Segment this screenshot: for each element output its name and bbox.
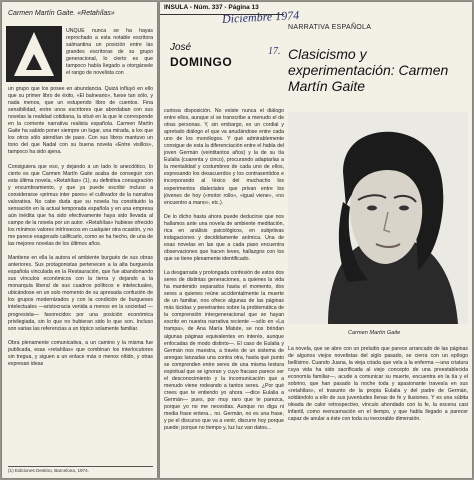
- handwritten-page: 17.: [268, 46, 281, 57]
- body-column-2: La novela, que se abre con un preludio que parece arrancado de las páginas de algunos viejos novelistas del siglo pasado, se cierra con un epílogo bellísimo. Cuando Juana, la vieja criada que vela a la enferma —una criatura cuya vida ha sido sacrificada al viejo concepto de una preestablecida economía familiar—, acude a comunicar su muerte, encuentra en la tía y el sobrino, que han pasado la noche toda y apasionante travesía en sus «retahílas», el trasunto de la propia Eulalia y del padre de Germán, soldándolo a ello de sus juventudes llenas de fe y ilusiones. Y es una súbita oleada de calor retrospectivo, vínculo ahondado con la fe, la escena casi infantil, como reencarnación en el tiempo, y que habla llegado a parecer capaz de anular a éste con toda su inexorable dimensión.: [288, 346, 468, 423]
- intro-text: UNQUE nunca se ha hayas reprochado a esta notable escritora salmantina un posición entre las grandes escritoras de su grupo generacional, lo cierto es que tampoco había llegado a otorgársele el rango de novelista con: [66, 28, 153, 77]
- article-header: Carmen Martín Gaite. «Retahílas»: [8, 10, 115, 17]
- main-text: un grupo que los posee en abundancia. Quizá influyó en ello que su primer libro de éxito, «El balneario», fuese tan sólo, y nada menos, que un estupendo libro de cuentos. Fina sensibilidad, entre unos escritores que abordaban con sus novelas la realidad cotidiana, la situó en la que le corresponde en la corriente narrativa realista española. Carmen Martín Gaite ha sabido poner siempre un lugar, una mirada, a los que los otros sólo atendían de paso. Con sus libros mantuvo un tono del que Nadal con su buena novela «Entre visillos», tampoco ha sido ajena. Consiguiera que eso, y dejando a un lado lo anecdótico, lo cierto es que Carmen Martín Gaite acaba de conseguir con esta última novela, «Retahílas» (1), su definitiva consagración y encumbramiento, y que ya puede escribir incluso a considerarse «primus inter pares» el cultivador de la narrativa valorativa. No cabe duda que su novela ha constituido la sensación en la actual temporada española y en una empresa aún inédita que ha sido efectivamente haya sido llevada al campo de la novela por un autor. «Retahílas» hubiese ofrecido los mínimos valores intrínsecos en cualquier otra ocasión, y no me parece exagerado calificarlo, como se ha hecho, de una de las mejores novelas de los últimos años. Mantiene en ella la autora el ambiente burgués de sus obras anteriores. Sus protagonistas pertenecen a la alta burguesía española vinculada en la Restauración, que fue abandonando sus vínculos económicos con la tierra y dejando a la monarquía liberal de sus cuadros políticos e intelectuales, ubicándose en un solo momento de su apresada confusión de los grupos modernizados y con la condición de burgueses intelectuales —aristocracia venida a menos en la sociedad —progresista— favorecidos por una posición económica privilegiada, sin lo que no hubieran sido lo que son. Incluso son varias las referencias a un tópico solamente familiar. Obra plenamente comunicativa, a un camino y la misma fue publicada, esas «retahílas» que combinan los interlocutores sin tregua, y siguen a un enlace más o menos nítido, y otras expresan ideas: [8, 86, 153, 367]
- author-last-name: DOMINGO: [170, 55, 233, 69]
- headline: Clasicismo y experimentación: Carmen Martín Gaite: [288, 46, 449, 94]
- right-clipping: [160, 2, 472, 478]
- photo-caption: Carmen Martín Gaite: [348, 330, 401, 336]
- handwritten-date: Diciembre 1974: [221, 7, 300, 27]
- author-first-name: José: [170, 42, 192, 53]
- left-clipping: [2, 2, 157, 478]
- masthead: INSULA - Núm. 337 - Página 13: [160, 2, 284, 15]
- author: [170, 40, 232, 70]
- portrait-photo-icon: [288, 112, 468, 324]
- section-label: NARRATIVA ESPAÑOLA: [288, 24, 372, 31]
- body-column: curiosa disposición. No existe nunca el diálogo entre ellos, aunque sí se transcribe a menudo el de otras personas. Y, sin embargo, es un cordial y apretado diálogo el que va anudándose entre cada uno de los monólogos. Y qué admirablemente consigue de esta la diferenciación entre el habla del joven Germán (veintitantos años) y la de su tía Eulalia (cuarenta y cinco), procurando adaptarlas a la mentalidad y costumbres de cada uno de ellos, expresando los desacuerdos y los contrasentidos e incorporando al léxico del muchacho los experimentos dialectales que privan entre los jóvenes de hoy («motor rollo», «igual viene», «no encuentro a mano», etc.). De lo dicho hasta ahora puede deducirse que nos hallamos ante una novela de ambiente meditación, rica en análisis psicológicos, en subjetivas indagaciones y decididamente anímica. Una de esas novelas en las que a cada paso encuentra observaciones que hacen leves, hallazgos con los que se tiene plenamente identificado. La desgarrada y prolongada confesión de estos dos seres de distintas generaciones, a quienes la vida ha mantenido separados hasta el momento, dos seres a quienes reúne accidentalmente la muerte de un familiar, nos ofrece algunas de las páginas más lúcidas y penetrantes sobre la problemática de la comprensión intergeneracional que se hayan escrito en nuestra narrativa reciente —sólo en «La trampa», de Ana María Matute, se nos brindan algunas páginas equivalentes en interés, aunque enfocadas de modo distinto—. El caso de Eulalia y Germán nos muestra, a través de un sistema de arengas lanzadas una contra otra, hasta qué punto se comprenden entre seres de una misma textura espiritual que se ignoran y cuyo fracaso parece ser el desconocimiento y la incomunicación que a menudo viene rodeando a tantos seres. ¿Por qué crees que te entiendo yo ahora —dice Eulalia a Germán— pues, por muy raro que te parezca, porque yo no me necesitas. Aunque no diga ni media frase entera... no. Germán, no es una frase, y pe el discurso que va a venir, discurre hoy porque puede; porque no tiempo y, luz luz van datos...: [164, 108, 284, 432]
- drop-cap-a-icon: [6, 26, 62, 82]
- author-photo: [288, 112, 468, 324]
- footnote: (1) Ediciones Destino, Barcelona, 1974.: [8, 466, 153, 473]
